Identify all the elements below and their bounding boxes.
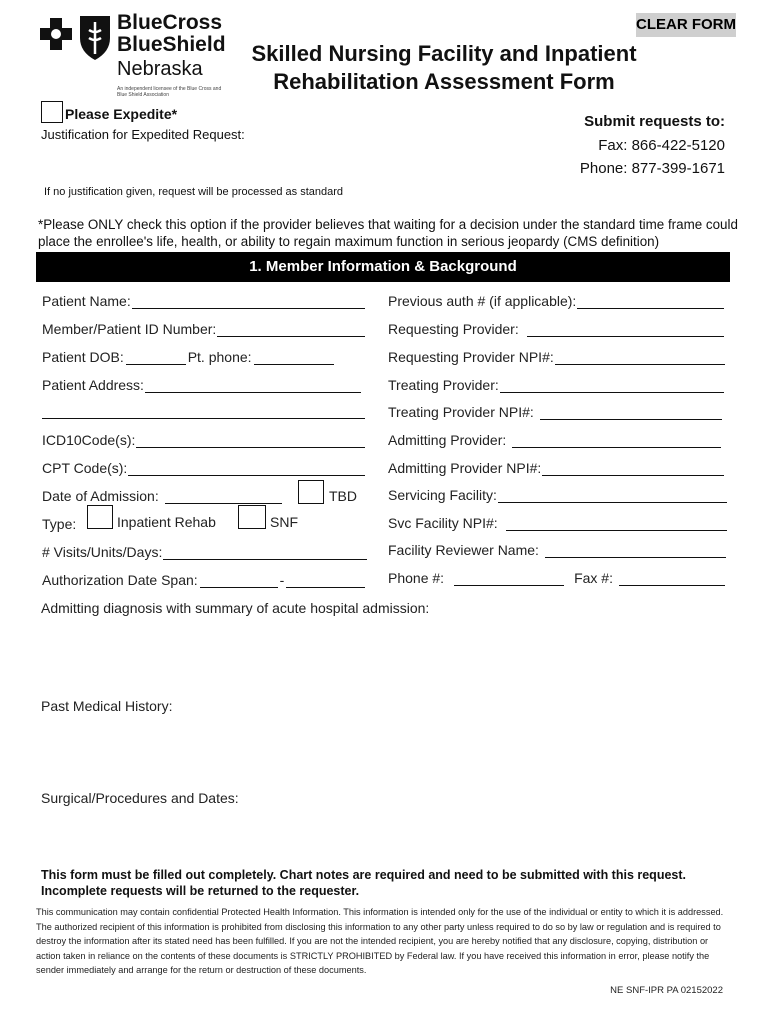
snf-checkbox[interactable] [238, 505, 266, 529]
surgical-procedures-label: Surgical/Procedures and Dates: [41, 790, 239, 806]
expedite-label: Please Expedite* [65, 106, 178, 122]
tbd-label: TBD [329, 488, 357, 504]
facility-phone-input[interactable] [454, 572, 564, 586]
auth-date-span-row: Authorization Date Span: - [42, 572, 367, 588]
bcbs-logo-icon [38, 14, 114, 62]
admitting-provider-npi-field[interactable]: Admitting Provider NPI#: [388, 460, 724, 476]
member-id-field[interactable]: Member/Patient ID Number: [42, 321, 365, 337]
requesting-provider-field[interactable]: Requesting Provider: [388, 321, 724, 337]
admitting-provider-field[interactable]: Admitting Provider: [388, 432, 721, 448]
logo-state: Nebraska [117, 58, 203, 80]
logo-wordmark: BlueCross BlueShield [117, 11, 226, 56]
submit-phone: Phone: 877-399-1671 [579, 160, 725, 177]
icd10-field[interactable]: ICD10Code(s): [42, 432, 365, 448]
patient-address-field[interactable]: Patient Address: [42, 377, 361, 393]
confidentiality-notice: This communication may contain confidential Protected Health Information. This information is intended only for the use of the individual or entity to which it is addressed. The authorized recipient of this information is prohibited from disclosing this information to any other party unless required to do so by law or regulation and is required to destroy the information after its stated need has been fulfilled. If you are not the intended recipient, you are hereby notified that any disclosure, copying, distribution or action taken in reliance on the contents of these documents is STRICTLY PROHIBITED by Federal law. If you have received this information in error, please notify the sender immediately and arrange for the return or destruction of these documents. [36, 907, 724, 975]
page-title: Skilled Nursing Facility and Inpatient Rehabilitation Assessment Form [251, 41, 637, 94]
form-code: NE SNF-IPR PA 02152022 [610, 985, 723, 996]
section-member-information-header: 1. Member Information & Background [36, 252, 730, 282]
past-medical-history-label: Past Medical History: [41, 698, 173, 714]
dob-input[interactable] [126, 351, 186, 365]
date-admission-field[interactable]: Date of Admission: [42, 488, 282, 504]
previous-auth-field[interactable]: Previous auth # (if applicable): [388, 293, 724, 309]
auth-start-input[interactable] [200, 574, 278, 588]
servicing-facility-field[interactable]: Servicing Facility: [388, 487, 727, 503]
phone-fax-row: Phone #: Fax #: [388, 570, 727, 586]
cpt-field[interactable]: CPT Code(s): [42, 460, 365, 476]
inpatient-rehab-label: Inpatient Rehab [117, 514, 216, 530]
treating-provider-field[interactable]: Treating Provider: [388, 377, 724, 393]
justification-label: Justification for Expedited Request: [41, 127, 245, 142]
auth-end-input[interactable] [286, 574, 365, 588]
pt-phone-input[interactable] [254, 351, 334, 365]
submit-heading: Submit requests to: [584, 113, 725, 130]
facility-fax-input[interactable] [619, 572, 725, 586]
past-medical-history-input[interactable] [41, 718, 727, 786]
completion-requirement-note: This form must be filled out completely. Chart notes are required and need to be submitted with this request. Incomplete requests will be returned to the requester. [41, 868, 686, 898]
clear-form-button[interactable]: CLEAR FORM [636, 13, 736, 37]
admitting-diagnosis-input[interactable] [41, 620, 727, 692]
snf-label: SNF [270, 514, 298, 530]
patient-name-field[interactable]: Patient Name: [42, 293, 365, 309]
dob-phone-row: Patient DOB: Pt. phone: [42, 349, 355, 365]
expedite-checkbox[interactable] [41, 101, 63, 123]
justification-input[interactable] [41, 143, 371, 183]
logo-tagline: An independent licensee of the Blue Cross and Blue Shield Association [117, 86, 222, 98]
standard-note: If no justification given, request will be processed as standard [44, 186, 343, 198]
admitting-diagnosis-label: Admitting diagnosis with summary of acute hospital admission: [41, 600, 430, 616]
visits-field[interactable]: # Visits/Units/Days: [42, 544, 367, 560]
inpatient-rehab-checkbox[interactable] [87, 505, 113, 529]
type-label: Type: [42, 516, 77, 532]
facility-reviewer-field[interactable]: Facility Reviewer Name: [388, 542, 726, 558]
submit-fax: Fax: 866-422-5120 [598, 137, 725, 154]
expedite-disclaimer: *Please ONLY check this option if the provider believes that waiting for a decision under the standard time frame could place the enrollee's life, health, or ability to regain maximum function in serious jeopardy (CMS definition) [38, 217, 738, 249]
patient-address-line-2[interactable] [42, 418, 365, 419]
requesting-provider-npi-field[interactable]: Requesting Provider NPI#: [388, 349, 725, 365]
svc-facility-npi-field[interactable]: Svc Facility NPI#: [388, 515, 727, 531]
tbd-checkbox[interactable] [298, 480, 324, 504]
treating-provider-npi-field[interactable]: Treating Provider NPI#: [388, 404, 722, 420]
surgical-procedures-input[interactable] [41, 810, 727, 862]
